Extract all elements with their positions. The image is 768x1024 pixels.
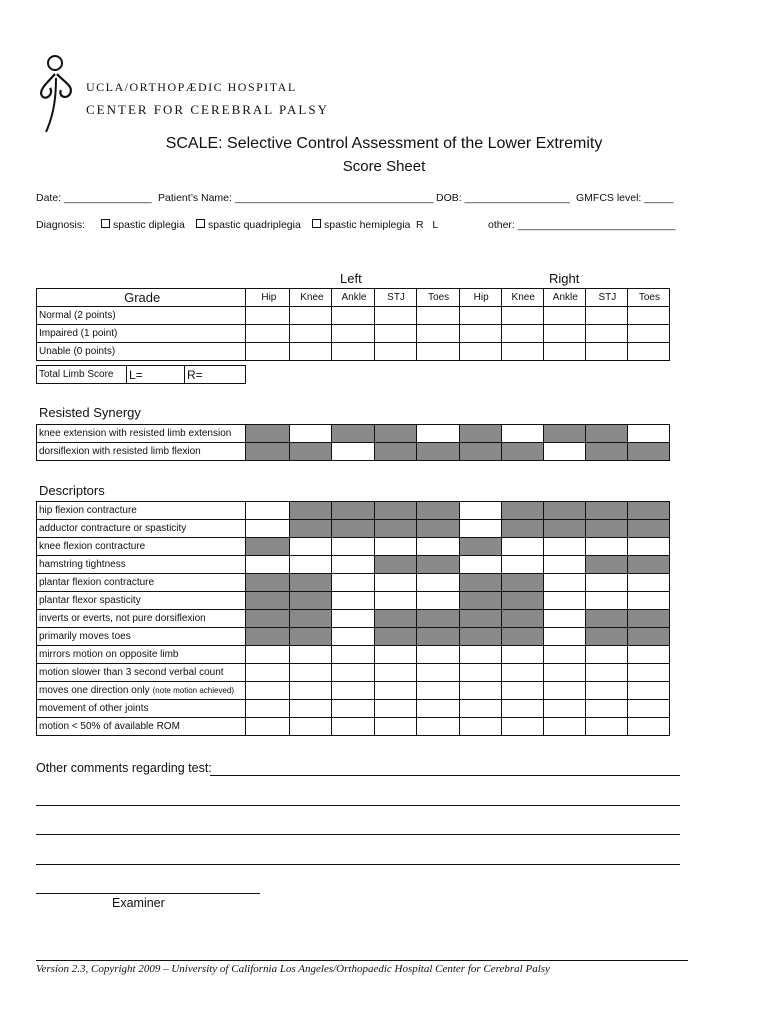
score-cell[interactable] bbox=[374, 307, 416, 325]
resisted-row bbox=[37, 443, 670, 461]
descriptor-row bbox=[37, 700, 670, 718]
shaded-cell bbox=[501, 574, 543, 592]
shaded-cell bbox=[246, 574, 290, 592]
shaded-cell bbox=[459, 610, 501, 628]
score-cell[interactable] bbox=[543, 325, 585, 343]
check-cell[interactable] bbox=[374, 700, 416, 718]
check-cell[interactable] bbox=[374, 538, 416, 556]
shaded-cell bbox=[246, 425, 290, 443]
check-cell[interactable] bbox=[627, 425, 669, 443]
date-field[interactable]: Date: _______________ bbox=[36, 192, 152, 204]
check-cell[interactable] bbox=[543, 646, 585, 664]
shaded-cell bbox=[627, 443, 669, 461]
check-cell[interactable] bbox=[416, 574, 459, 592]
shaded-cell bbox=[501, 520, 543, 538]
check-cell[interactable] bbox=[585, 664, 627, 682]
score-cell[interactable] bbox=[246, 307, 290, 325]
descriptor-text: knee flexion contracture bbox=[39, 541, 146, 552]
check-cell[interactable] bbox=[246, 556, 290, 574]
shaded-cell bbox=[416, 628, 459, 646]
descriptors-table bbox=[36, 501, 670, 736]
score-cell[interactable] bbox=[246, 343, 290, 361]
shaded-cell bbox=[374, 520, 416, 538]
descriptor-row-label bbox=[37, 610, 246, 628]
side-rl[interactable]: R L bbox=[416, 219, 439, 231]
joint-header-stj: STJ bbox=[585, 289, 627, 307]
check-cell[interactable] bbox=[332, 443, 374, 461]
shaded-cell bbox=[416, 520, 459, 538]
check-cell[interactable] bbox=[627, 718, 669, 736]
descriptor-text: plantar flexor spasticity bbox=[39, 595, 141, 606]
score-cell[interactable] bbox=[290, 307, 332, 325]
descriptor-text: hamstring tightness bbox=[39, 559, 126, 570]
check-cell[interactable] bbox=[501, 682, 543, 700]
shaded-cell bbox=[246, 592, 290, 610]
check-cell[interactable] bbox=[459, 556, 501, 574]
check-cell[interactable] bbox=[332, 610, 374, 628]
check-cell[interactable] bbox=[585, 718, 627, 736]
check-cell[interactable] bbox=[332, 664, 374, 682]
check-cell[interactable] bbox=[459, 664, 501, 682]
descriptor-row bbox=[37, 718, 670, 736]
check-cell[interactable] bbox=[501, 646, 543, 664]
total-limb-score bbox=[36, 365, 246, 384]
check-cell[interactable] bbox=[290, 538, 332, 556]
score-cell[interactable] bbox=[459, 325, 501, 343]
check-cell[interactable] bbox=[585, 646, 627, 664]
joint-header-toes: Toes bbox=[416, 289, 459, 307]
grade-row bbox=[37, 325, 670, 343]
shaded-cell bbox=[332, 502, 374, 520]
joint-header-ankle: Ankle bbox=[332, 289, 374, 307]
descriptor-row-label bbox=[37, 502, 246, 520]
descriptor-row bbox=[37, 610, 670, 628]
checkbox-icon[interactable] bbox=[312, 219, 321, 228]
descriptor-row-label bbox=[37, 520, 246, 538]
check-cell[interactable] bbox=[290, 646, 332, 664]
check-cell[interactable] bbox=[585, 592, 627, 610]
shaded-cell bbox=[374, 425, 416, 443]
check-cell[interactable] bbox=[332, 556, 374, 574]
shaded-cell bbox=[246, 538, 290, 556]
descriptor-row-label bbox=[37, 682, 246, 700]
dx-option-diplegia[interactable]: spastic diplegia bbox=[101, 219, 185, 231]
grade-row-label: Unable (0 points) bbox=[37, 343, 246, 361]
check-cell[interactable] bbox=[459, 718, 501, 736]
descriptor-row-label bbox=[37, 646, 246, 664]
descriptor-row bbox=[37, 574, 670, 592]
resisted-row-label: dorsiflexion with resisted limb flexion bbox=[37, 443, 246, 461]
shaded-cell bbox=[585, 610, 627, 628]
left-label: Left bbox=[340, 271, 362, 286]
shaded-cell bbox=[501, 502, 543, 520]
check-cell[interactable] bbox=[332, 682, 374, 700]
score-cell[interactable] bbox=[332, 307, 374, 325]
check-cell[interactable] bbox=[290, 664, 332, 682]
check-cell[interactable] bbox=[501, 556, 543, 574]
page-subtitle: Score Sheet bbox=[342, 158, 426, 175]
shaded-cell bbox=[290, 520, 332, 538]
footer-rule bbox=[36, 960, 688, 961]
score-cell[interactable] bbox=[332, 325, 374, 343]
check-cell[interactable] bbox=[543, 664, 585, 682]
dx-option-hemiplegia[interactable]: spastic hemiplegia bbox=[312, 219, 410, 231]
score-cell[interactable] bbox=[543, 307, 585, 325]
dx-option-quadriplegia[interactable]: spastic quadriplegia bbox=[196, 219, 301, 231]
check-cell[interactable] bbox=[416, 538, 459, 556]
shaded-cell bbox=[374, 556, 416, 574]
check-cell[interactable] bbox=[543, 592, 585, 610]
shaded-cell bbox=[543, 520, 585, 538]
check-cell[interactable] bbox=[543, 628, 585, 646]
score-cell[interactable] bbox=[332, 343, 374, 361]
check-cell[interactable] bbox=[290, 425, 332, 443]
joint-header-knee: Knee bbox=[501, 289, 543, 307]
check-cell[interactable] bbox=[246, 664, 290, 682]
joint-header-hip: Hip bbox=[459, 289, 501, 307]
shaded-cell bbox=[459, 628, 501, 646]
footer-copyright: Version 2.3, Copyright 2009 – University of California Los Angeles/Orthopaedic Hospital Center for Cerebral Palsy bbox=[36, 963, 550, 975]
check-cell[interactable] bbox=[585, 682, 627, 700]
resisted-row-label: knee extension with resisted limb extension bbox=[37, 425, 246, 443]
joint-header-knee: Knee bbox=[290, 289, 332, 307]
shaded-cell bbox=[332, 520, 374, 538]
shaded-cell bbox=[501, 443, 543, 461]
check-cell[interactable] bbox=[374, 718, 416, 736]
check-cell[interactable] bbox=[374, 574, 416, 592]
descriptor-row bbox=[37, 502, 670, 520]
score-cell[interactable] bbox=[627, 325, 669, 343]
examiner-label: Examiner bbox=[112, 896, 165, 910]
org-name-line1: UCLA/ORTHOPÆDIC HOSPITAL bbox=[86, 80, 297, 94]
shaded-cell bbox=[459, 425, 501, 443]
examiner-signature-line[interactable] bbox=[36, 893, 260, 894]
check-cell[interactable] bbox=[374, 646, 416, 664]
check-cell[interactable] bbox=[246, 646, 290, 664]
score-cell[interactable] bbox=[501, 343, 543, 361]
shaded-cell bbox=[543, 425, 585, 443]
score-cell[interactable] bbox=[459, 307, 501, 325]
check-cell[interactable] bbox=[332, 592, 374, 610]
descriptor-text: plantar flexion contracture bbox=[39, 577, 155, 588]
check-cell[interactable] bbox=[627, 682, 669, 700]
check-cell[interactable] bbox=[374, 592, 416, 610]
score-cell[interactable] bbox=[290, 343, 332, 361]
check-cell[interactable] bbox=[332, 538, 374, 556]
check-cell[interactable] bbox=[543, 700, 585, 718]
grade-row-label: Impaired (1 point) bbox=[37, 325, 246, 343]
shaded-cell bbox=[627, 610, 669, 628]
score-cell[interactable] bbox=[501, 325, 543, 343]
check-cell[interactable] bbox=[627, 664, 669, 682]
shaded-cell bbox=[374, 628, 416, 646]
shaded-cell bbox=[585, 425, 627, 443]
check-cell[interactable] bbox=[459, 700, 501, 718]
descriptor-row-label bbox=[37, 664, 246, 682]
shaded-cell bbox=[543, 502, 585, 520]
shaded-cell bbox=[501, 628, 543, 646]
descriptor-row-label bbox=[37, 556, 246, 574]
shaded-cell bbox=[374, 502, 416, 520]
shaded-cell bbox=[246, 628, 290, 646]
check-cell[interactable] bbox=[374, 682, 416, 700]
score-cell[interactable] bbox=[543, 343, 585, 361]
shaded-cell bbox=[627, 628, 669, 646]
shaded-cell bbox=[585, 520, 627, 538]
shaded-cell bbox=[374, 443, 416, 461]
check-cell[interactable] bbox=[543, 538, 585, 556]
check-cell[interactable] bbox=[543, 682, 585, 700]
descriptor-row bbox=[37, 628, 670, 646]
score-cell[interactable] bbox=[585, 343, 627, 361]
shaded-cell bbox=[627, 520, 669, 538]
grade-row bbox=[37, 307, 670, 325]
shaded-cell bbox=[290, 574, 332, 592]
joint-header-ankle: Ankle bbox=[543, 289, 585, 307]
check-cell[interactable] bbox=[543, 556, 585, 574]
shaded-cell bbox=[459, 592, 501, 610]
shaded-cell bbox=[290, 502, 332, 520]
shaded-cell bbox=[459, 538, 501, 556]
comments-label: Other comments regarding test: bbox=[36, 761, 212, 775]
grade-header: Grade bbox=[37, 289, 246, 307]
grade-table bbox=[36, 288, 670, 361]
check-cell[interactable] bbox=[416, 700, 459, 718]
shaded-cell bbox=[290, 443, 332, 461]
check-cell[interactable] bbox=[332, 628, 374, 646]
descriptor-text: inverts or everts, not pure dorsiflexion bbox=[39, 613, 206, 624]
shaded-cell bbox=[627, 556, 669, 574]
shaded-cell bbox=[290, 592, 332, 610]
check-cell[interactable] bbox=[501, 700, 543, 718]
check-cell[interactable] bbox=[627, 538, 669, 556]
check-cell[interactable] bbox=[416, 646, 459, 664]
descriptor-row bbox=[37, 520, 670, 538]
score-cell[interactable] bbox=[416, 343, 459, 361]
descriptor-row bbox=[37, 592, 670, 610]
score-cell[interactable] bbox=[459, 343, 501, 361]
score-cell[interactable] bbox=[290, 325, 332, 343]
checkbox-icon[interactable] bbox=[101, 219, 110, 228]
org-name-line2: CENTER FOR CEREBRAL PALSY bbox=[86, 102, 329, 117]
descriptor-note: (note motion achieved) bbox=[152, 686, 235, 695]
descriptor-text: hip flexion contracture bbox=[39, 505, 137, 516]
shaded-cell bbox=[246, 610, 290, 628]
check-cell[interactable] bbox=[246, 520, 290, 538]
resisted-row bbox=[37, 425, 670, 443]
patient-name-field[interactable]: Patient’s Name: __________________________________ bbox=[158, 192, 434, 204]
descriptor-row-label bbox=[37, 700, 246, 718]
descriptor-text: adductor contracture or spasticity bbox=[39, 523, 187, 534]
check-cell[interactable] bbox=[459, 646, 501, 664]
resisted-synergy-table bbox=[36, 424, 670, 461]
grade-header-row bbox=[37, 289, 670, 307]
check-cell[interactable] bbox=[501, 538, 543, 556]
check-cell[interactable] bbox=[290, 556, 332, 574]
descriptor-row-label bbox=[37, 718, 246, 736]
dob-field[interactable]: DOB: __________________ bbox=[436, 192, 570, 204]
grade-row bbox=[37, 343, 670, 361]
check-cell[interactable] bbox=[374, 664, 416, 682]
check-cell[interactable] bbox=[501, 425, 543, 443]
check-cell[interactable] bbox=[290, 718, 332, 736]
descriptor-row-label bbox=[37, 538, 246, 556]
check-cell[interactable] bbox=[332, 574, 374, 592]
check-cell[interactable] bbox=[332, 646, 374, 664]
check-cell[interactable] bbox=[290, 700, 332, 718]
score-cell[interactable] bbox=[374, 343, 416, 361]
check-cell[interactable] bbox=[501, 718, 543, 736]
check-cell[interactable] bbox=[246, 502, 290, 520]
joint-header-hip: Hip bbox=[246, 289, 290, 307]
check-cell[interactable] bbox=[585, 700, 627, 718]
descriptor-row bbox=[37, 682, 670, 700]
descriptor-text: movement of other joints bbox=[39, 703, 149, 714]
descriptor-row bbox=[37, 556, 670, 574]
resisted-synergy-title: Resisted Synergy bbox=[39, 405, 141, 420]
comment-line[interactable] bbox=[36, 864, 680, 865]
shaded-cell bbox=[501, 610, 543, 628]
check-cell[interactable] bbox=[416, 718, 459, 736]
descriptor-text: motion slower than 3 second verbal count bbox=[39, 667, 224, 678]
descriptor-text: mirrors motion on opposite limb bbox=[39, 649, 179, 660]
shaded-cell bbox=[374, 610, 416, 628]
shaded-cell bbox=[585, 502, 627, 520]
shaded-cell bbox=[416, 556, 459, 574]
check-cell[interactable] bbox=[543, 718, 585, 736]
check-cell[interactable] bbox=[416, 425, 459, 443]
check-cell[interactable] bbox=[332, 718, 374, 736]
score-cell[interactable] bbox=[374, 325, 416, 343]
score-cell[interactable] bbox=[501, 307, 543, 325]
gmfcs-field[interactable]: GMFCS level: _____ bbox=[576, 192, 674, 204]
check-cell[interactable] bbox=[416, 682, 459, 700]
check-cell[interactable] bbox=[246, 682, 290, 700]
descriptor-row bbox=[37, 646, 670, 664]
check-cell[interactable] bbox=[459, 520, 501, 538]
shaded-cell bbox=[585, 443, 627, 461]
descriptor-text: primarily moves toes bbox=[39, 631, 131, 642]
shaded-cell bbox=[290, 628, 332, 646]
check-cell[interactable] bbox=[290, 682, 332, 700]
ucla-cp-logo bbox=[30, 52, 84, 134]
total-right-cell[interactable]: R= bbox=[185, 366, 246, 384]
descriptor-text: motion < 50% of available ROM bbox=[39, 721, 180, 732]
check-cell[interactable] bbox=[543, 443, 585, 461]
score-cell[interactable] bbox=[416, 307, 459, 325]
score-cell[interactable] bbox=[416, 325, 459, 343]
page-title: SCALE: Selective Control Assessment of the Lower Extremity bbox=[165, 135, 603, 152]
shaded-cell bbox=[585, 556, 627, 574]
check-cell[interactable] bbox=[543, 610, 585, 628]
check-cell[interactable] bbox=[627, 646, 669, 664]
right-label: Right bbox=[549, 271, 580, 286]
check-cell[interactable] bbox=[543, 574, 585, 592]
check-cell[interactable] bbox=[501, 664, 543, 682]
descriptors-title: Descriptors bbox=[39, 483, 105, 498]
shaded-cell bbox=[459, 443, 501, 461]
check-cell[interactable] bbox=[627, 700, 669, 718]
shaded-cell bbox=[416, 502, 459, 520]
descriptor-row-label bbox=[37, 628, 246, 646]
comment-line[interactable] bbox=[36, 834, 680, 835]
joint-header-toes: Toes bbox=[627, 289, 669, 307]
checkbox-icon[interactable] bbox=[196, 219, 205, 228]
shaded-cell bbox=[585, 628, 627, 646]
check-cell[interactable] bbox=[459, 502, 501, 520]
descriptor-row bbox=[37, 664, 670, 682]
shaded-cell bbox=[290, 610, 332, 628]
descriptor-text: moves one direction only bbox=[39, 685, 150, 696]
check-cell[interactable] bbox=[332, 700, 374, 718]
diagnosis-label: Diagnosis: bbox=[36, 219, 86, 231]
total-limb-score-label: Total Limb Score bbox=[37, 366, 127, 384]
check-cell[interactable] bbox=[246, 718, 290, 736]
check-cell[interactable] bbox=[627, 592, 669, 610]
other-field[interactable]: other: ___________________________ bbox=[488, 219, 676, 231]
score-cell[interactable] bbox=[585, 325, 627, 343]
joint-header-stj: STJ bbox=[374, 289, 416, 307]
shaded-cell bbox=[627, 502, 669, 520]
check-cell[interactable] bbox=[585, 538, 627, 556]
check-cell[interactable] bbox=[627, 574, 669, 592]
check-cell[interactable] bbox=[459, 682, 501, 700]
shaded-cell bbox=[416, 443, 459, 461]
shaded-cell bbox=[416, 610, 459, 628]
grade-row-label: Normal (2 points) bbox=[37, 307, 246, 325]
comment-line[interactable] bbox=[36, 805, 680, 806]
score-cell[interactable] bbox=[585, 307, 627, 325]
descriptor-row bbox=[37, 538, 670, 556]
descriptor-row-label bbox=[37, 574, 246, 592]
shaded-cell bbox=[332, 425, 374, 443]
check-cell[interactable] bbox=[416, 664, 459, 682]
score-cell[interactable] bbox=[246, 325, 290, 343]
shaded-cell bbox=[246, 443, 290, 461]
comment-line[interactable] bbox=[210, 775, 680, 776]
shaded-cell bbox=[501, 592, 543, 610]
score-cell[interactable] bbox=[627, 343, 669, 361]
check-cell[interactable] bbox=[416, 592, 459, 610]
score-cell[interactable] bbox=[627, 307, 669, 325]
shaded-cell bbox=[459, 574, 501, 592]
check-cell[interactable] bbox=[585, 574, 627, 592]
total-left-cell[interactable]: L= bbox=[127, 366, 185, 384]
check-cell[interactable] bbox=[246, 700, 290, 718]
descriptor-row-label bbox=[37, 592, 246, 610]
